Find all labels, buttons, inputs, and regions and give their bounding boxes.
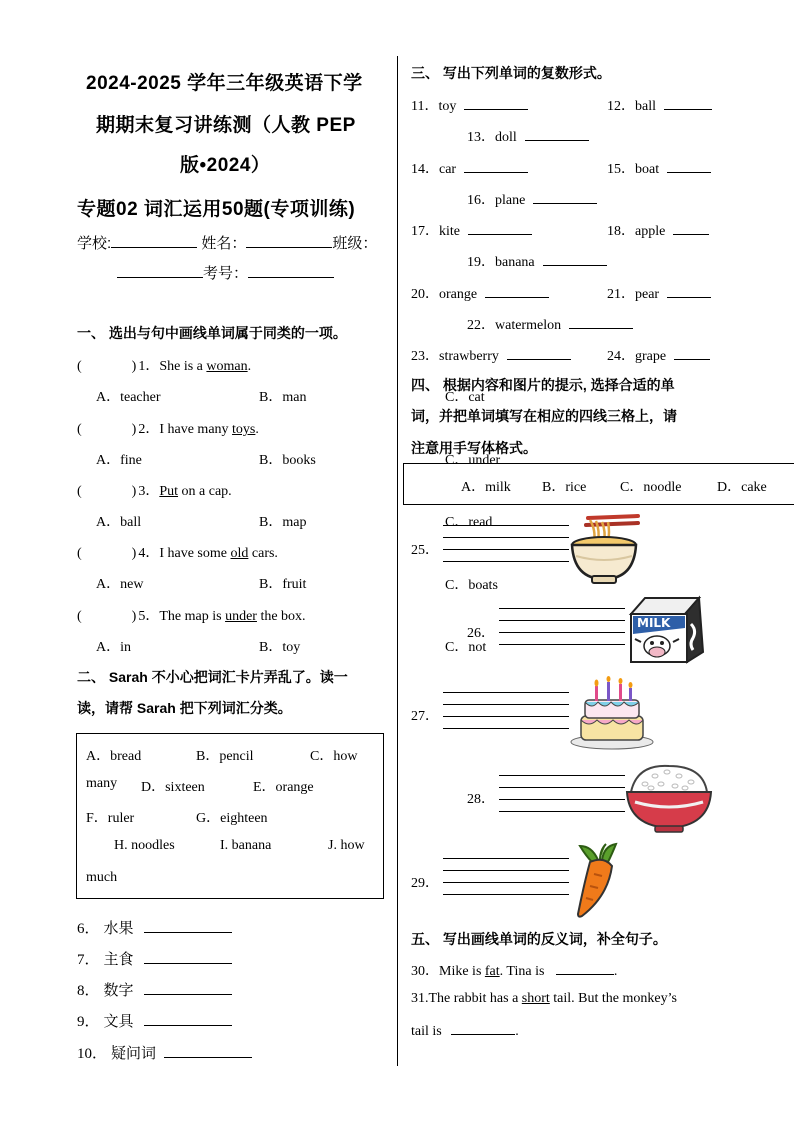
grid-line <box>499 799 625 800</box>
item-number: 22． <box>467 318 495 333</box>
plural-item <box>411 345 571 365</box>
class-label: 班级： <box>332 235 378 252</box>
option-b[interactable]: B．map <box>259 515 307 530</box>
plural-item <box>411 220 532 240</box>
handwriting-grid[interactable] <box>443 858 569 898</box>
category-number: 9． <box>77 1014 100 1030</box>
question-number: 3． <box>138 484 160 499</box>
item-word: ball <box>635 99 656 114</box>
plural-item <box>467 126 589 146</box>
word-card: H. noodles <box>114 838 175 853</box>
item-number: 14． <box>411 162 439 177</box>
word-card: A．bread <box>86 749 142 764</box>
item-word: boat <box>635 162 660 177</box>
question-number: 31. <box>411 991 429 1006</box>
name-label: 姓名： <box>201 235 247 252</box>
grid-line <box>443 870 569 871</box>
answer-blank[interactable] <box>144 920 232 933</box>
question-number: 4． <box>138 546 160 561</box>
underlined-word: woman <box>206 359 248 374</box>
item-number: 16． <box>467 193 495 208</box>
item-word: car <box>439 162 457 177</box>
item-26-number: 26． <box>467 626 495 641</box>
underlined-word: toys <box>232 422 256 437</box>
category-label: 水果 <box>103 920 134 937</box>
option-a[interactable]: A．in <box>96 640 131 655</box>
option-b[interactable]: B．toy <box>259 640 301 655</box>
option-noodle: C．noodle <box>620 480 682 495</box>
milk-carton-icon <box>627 594 705 664</box>
answer-blank[interactable] <box>144 951 232 964</box>
item-word: apple <box>635 224 666 239</box>
section1-heading: 一、 选出与句中画线单词属于同类的一项。 <box>77 325 347 341</box>
option-cake: D．cake <box>717 480 767 495</box>
option-a[interactable]: A．ball <box>96 515 142 530</box>
box-line-2 <box>86 776 314 795</box>
grid-line <box>499 632 625 633</box>
answer-blank[interactable] <box>569 316 633 329</box>
grid-line <box>443 549 569 550</box>
question-number: 5． <box>138 609 160 624</box>
option-b[interactable]: B．man <box>259 390 307 405</box>
item-number: 12． <box>607 99 635 114</box>
grid-line <box>443 525 569 526</box>
grid-line <box>443 537 569 538</box>
plural-item <box>411 283 549 303</box>
answer-blank[interactable] <box>485 285 549 298</box>
question-text: on a cap. <box>178 484 232 499</box>
paren-open: ( <box>77 609 82 624</box>
exam-field[interactable] <box>248 265 334 278</box>
option-a[interactable]: A．fine <box>96 453 142 468</box>
grid-line <box>499 608 625 609</box>
carrot-icon <box>568 842 624 918</box>
answer-blank[interactable] <box>673 222 709 235</box>
category-number: 8． <box>77 983 100 999</box>
grid-line <box>499 775 625 776</box>
title-line-3: 版•2024） <box>180 155 271 176</box>
item-28-number: 28． <box>467 792 495 807</box>
category-label: 文具 <box>103 1013 134 1030</box>
answer-blank[interactable] <box>464 160 528 173</box>
option-milk: A．milk <box>461 480 511 495</box>
word-card: many <box>86 776 118 791</box>
grid-line <box>443 716 569 717</box>
item-number: 18． <box>607 224 635 239</box>
plural-item <box>467 189 597 209</box>
question-text: tail. But the monkey’s <box>549 991 677 1006</box>
item-27-number: 27． <box>411 709 439 724</box>
item-word: toy <box>438 99 457 114</box>
box-line-4 <box>114 838 365 854</box>
underlined-word: old <box>230 546 249 561</box>
class-field[interactable] <box>117 265 203 278</box>
question-text: tail is <box>411 1024 442 1039</box>
question-row <box>77 605 306 625</box>
word-card: E．orange <box>253 780 314 795</box>
category-label: 主食 <box>103 951 134 968</box>
grid-line <box>443 882 569 883</box>
section5-heading: 五、 写出画线单词的反义词，补全句子。 <box>411 931 667 947</box>
option-b[interactable]: B．fruit <box>259 577 307 592</box>
question-text: The rabbit has a <box>428 991 522 1006</box>
handwriting-grid[interactable] <box>443 525 569 565</box>
item-word: doll <box>495 130 517 145</box>
answer-blank[interactable] <box>667 285 711 298</box>
paren-close: ) <box>131 546 137 561</box>
plural-item <box>607 345 710 365</box>
exam-label: 考号： <box>203 265 249 282</box>
question-31-line-2 <box>411 1022 519 1040</box>
info-line-2 <box>117 262 334 283</box>
plural-item <box>411 158 528 178</box>
info-line-1 <box>77 232 377 253</box>
item-29-number: 29． <box>411 876 439 891</box>
category-row <box>77 917 232 938</box>
plural-item <box>607 95 712 115</box>
item-word: banana <box>495 255 535 270</box>
rice-bowl-icon <box>625 762 713 834</box>
answer-blank[interactable] <box>533 191 597 204</box>
answer-blank[interactable] <box>164 1045 252 1058</box>
item-number: 24． <box>607 349 635 364</box>
answer-blank[interactable] <box>674 347 710 360</box>
item-number: 20． <box>411 287 439 302</box>
paren-open: ( <box>77 422 82 437</box>
word-card: much <box>86 870 118 885</box>
plural-item <box>607 283 711 303</box>
word-card: I. banana <box>220 838 272 853</box>
title-line-1: 2024-2025 学年三年级英语下学 <box>86 73 363 94</box>
section3-heading: 三、 写出下列单词的复数形式。 <box>411 65 611 81</box>
category-row <box>77 1010 232 1031</box>
category-row <box>77 979 232 1000</box>
option-rice: B．rice <box>542 480 587 495</box>
school-label: 学校: <box>77 235 112 252</box>
answer-blank[interactable] <box>464 97 528 110</box>
word-card: F．ruler <box>86 811 135 826</box>
question-number: 2． <box>138 422 160 437</box>
item-number: 19． <box>467 255 495 270</box>
question-30 <box>411 960 617 980</box>
question-number: 1． <box>138 359 160 374</box>
answer-blank[interactable] <box>468 222 532 235</box>
grid-line <box>443 704 569 705</box>
category-number: 6． <box>77 921 100 937</box>
question-text: cars. <box>248 546 278 561</box>
question-text: The map is <box>159 609 226 624</box>
question-text: the box. <box>256 609 306 624</box>
grid-line <box>443 894 569 895</box>
option-b[interactable]: B．books <box>259 453 316 468</box>
overlap-text: C．not <box>445 640 487 655</box>
grid-line <box>443 728 569 729</box>
plural-item <box>411 95 528 115</box>
underlined-word: short <box>521 991 550 1006</box>
paren-close: ) <box>131 422 137 437</box>
overlap-text: C．read <box>445 515 493 530</box>
plural-item <box>607 220 709 240</box>
answer-blank[interactable] <box>664 97 712 110</box>
grid-line <box>443 692 569 693</box>
word-card: G．eighteen <box>196 811 268 826</box>
item-word: plane <box>495 193 526 208</box>
grid-line <box>499 620 625 621</box>
column-divider <box>397 56 398 1066</box>
category-row <box>77 1042 252 1063</box>
item-word: grape <box>635 349 667 364</box>
box-line-3 <box>86 807 268 827</box>
answer-blank[interactable] <box>144 1013 232 1026</box>
question-text: . <box>255 422 259 437</box>
birthday-cake-icon <box>569 676 655 750</box>
question-row <box>77 542 278 562</box>
item-number: 15． <box>607 162 635 177</box>
answer-blank[interactable] <box>451 1022 515 1035</box>
overlap-text: C．under <box>445 453 501 468</box>
item-number: 11． <box>411 99 439 114</box>
item-word: pear <box>635 287 660 302</box>
section4-heading-1: 四、 根据内容和图片的提示, 选择合适的单 <box>411 377 675 393</box>
answer-blank[interactable] <box>667 160 711 173</box>
question-text: . <box>515 1024 519 1039</box>
question-text: I have many <box>159 422 233 437</box>
question-row <box>77 480 232 500</box>
school-field[interactable] <box>111 235 197 248</box>
word-card: J. how <box>328 838 365 853</box>
section2-heading-2: 读，请帮 Sarah 把下列词汇分类。 <box>77 700 292 716</box>
category-label: 数字 <box>103 982 134 999</box>
option-a[interactable]: A．teacher <box>96 390 161 405</box>
answer-blank[interactable] <box>507 347 571 360</box>
paren-close: ) <box>131 484 137 499</box>
noodles-bowl-icon <box>568 512 640 586</box>
grid-line <box>443 561 569 562</box>
question-row <box>77 355 251 375</box>
item-word: watermelon <box>495 318 562 333</box>
category-label: 疑问词 <box>111 1045 157 1062</box>
question-number: 30． <box>411 964 439 979</box>
item-word: strawberry <box>439 349 499 364</box>
answer-blank[interactable] <box>543 253 607 266</box>
paren-open: ( <box>77 359 82 374</box>
handwriting-grid[interactable] <box>499 608 625 648</box>
paren-close: ) <box>131 359 137 374</box>
item-number: 23． <box>411 349 439 364</box>
item-number: 13． <box>467 130 495 145</box>
plural-item <box>467 314 633 334</box>
grid-line <box>499 787 625 788</box>
answer-blank[interactable] <box>144 982 232 995</box>
handwriting-grid[interactable] <box>443 692 569 732</box>
category-number: 10． <box>77 1046 108 1062</box>
paren-open: ( <box>77 484 82 499</box>
question-31 <box>411 991 677 1007</box>
word-card: D．sixteen <box>141 780 205 795</box>
word-card: C．how <box>310 749 358 764</box>
question-text: She is a <box>159 359 207 374</box>
item-word: kite <box>439 224 460 239</box>
question-row <box>77 418 259 438</box>
category-row <box>77 948 232 969</box>
subtitle: 专题02 词汇运用50题(专项训练) <box>77 199 356 220</box>
item-25-number: 25． <box>411 543 439 558</box>
paren-open: ( <box>77 546 82 561</box>
grid-line <box>499 644 625 645</box>
section4-heading-2: 词，并把单词填写在相应的四线三格上，请 <box>411 408 677 424</box>
underlined-word: under <box>225 609 257 624</box>
title-line-2: 期期末复习讲练测（人教 PEP <box>96 115 356 136</box>
answer-blank[interactable] <box>525 128 589 141</box>
word-card: B．pencil <box>196 749 254 764</box>
name-field[interactable] <box>246 235 332 248</box>
section2-heading-1: 二、 Sarah 不小心把词汇卡片弄乱了。读一 <box>77 669 348 685</box>
underlined-word: fat <box>484 964 500 979</box>
question-text: . Tina is <box>499 964 545 979</box>
option-a[interactable]: A．new <box>96 577 144 592</box>
answer-blank[interactable] <box>556 962 614 975</box>
item-number: 21． <box>607 287 635 302</box>
question-text: . <box>247 359 252 374</box>
overlap-text: C．boats <box>445 578 498 593</box>
milk-carton-label: MILK <box>637 616 671 630</box>
question-text: Mike is <box>439 964 485 979</box>
item-number: 17． <box>411 224 439 239</box>
question-text: . <box>613 964 618 979</box>
overlap-text: C．cat <box>445 390 485 405</box>
grid-line <box>499 811 625 812</box>
box-line-1 <box>86 745 358 765</box>
section4-heading-3: 注意用手写体格式。 <box>411 440 537 456</box>
grid-line <box>443 858 569 859</box>
handwriting-grid[interactable] <box>499 775 625 815</box>
plural-item <box>607 158 711 178</box>
item-word: orange <box>439 287 478 302</box>
category-number: 7． <box>77 952 100 968</box>
plural-item <box>467 251 607 271</box>
paren-close: ) <box>131 609 137 624</box>
question-text: I have some <box>159 546 231 561</box>
underlined-word: Put <box>159 484 179 499</box>
